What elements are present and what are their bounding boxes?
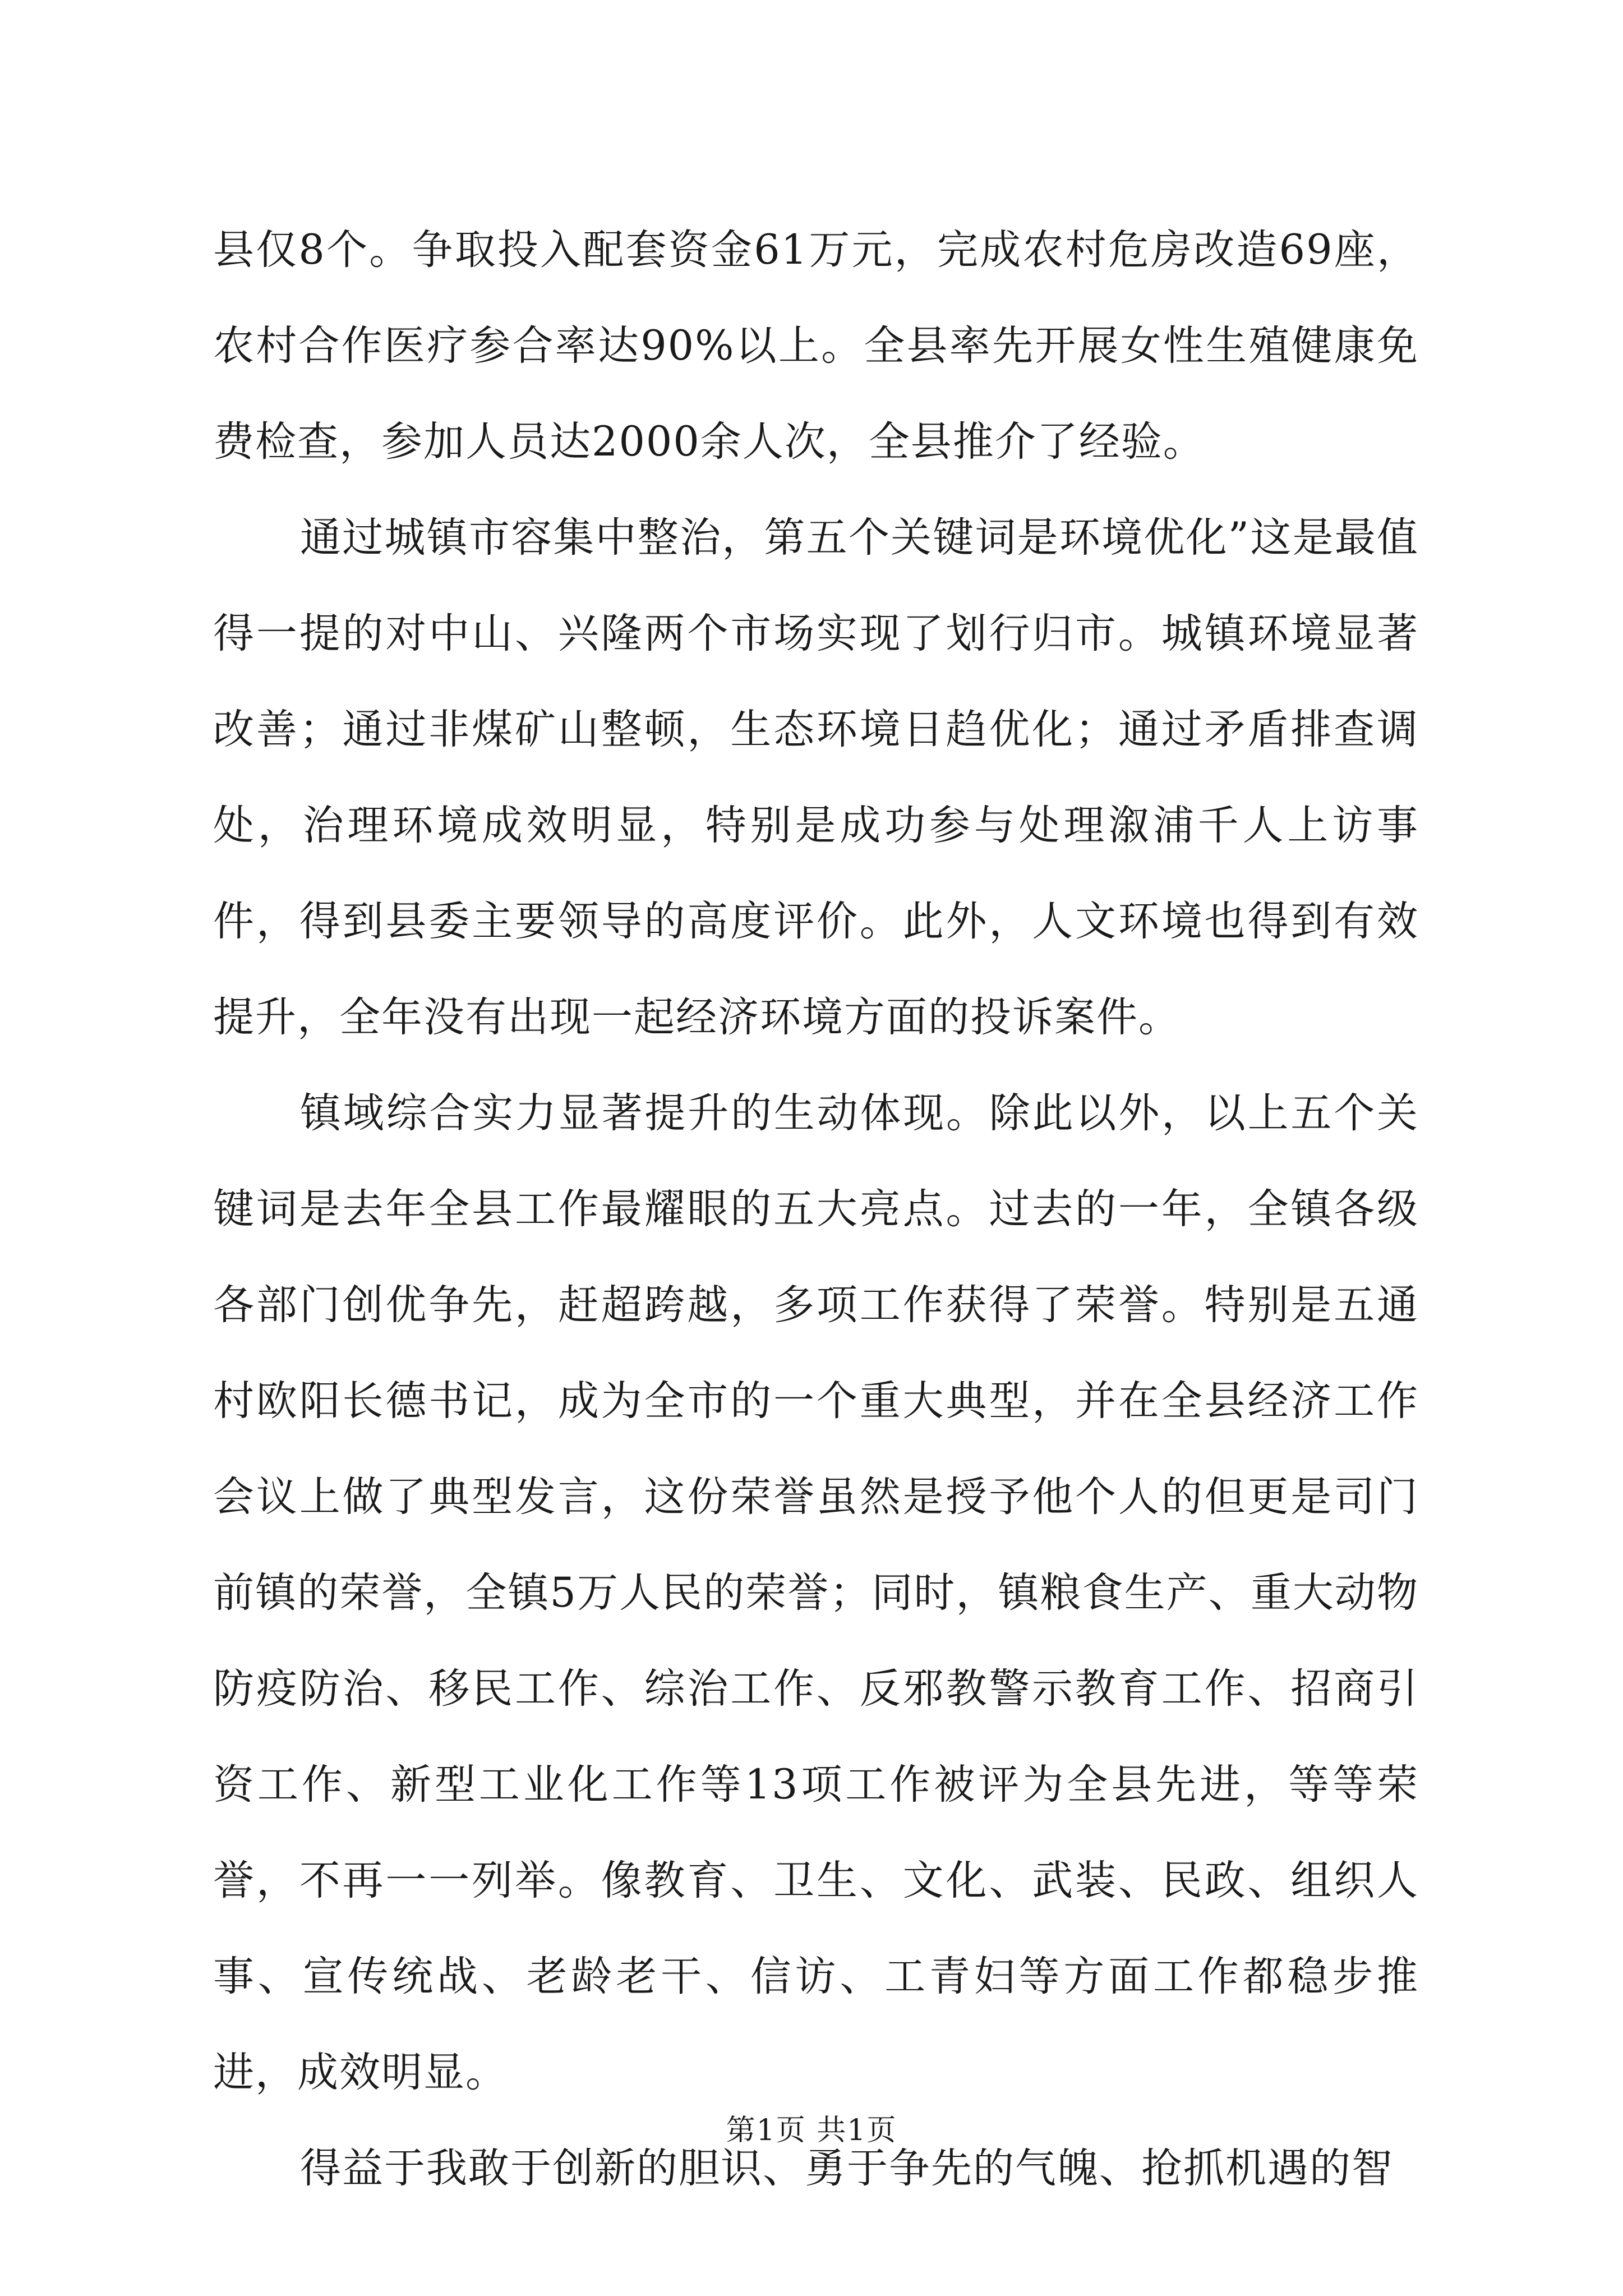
page-footer: 第1页 共1页 bbox=[726, 2114, 897, 2147]
document-body bbox=[213, 202, 1419, 2216]
paragraph-2: 通过城镇市容集中整治，第五个关键词是环境优化”这是最值得一提的对中山、兴隆两个市场实现了划行归市。城镇环境显著改善；通过非煤矿山整顿，生态环境日趋优化；通过矛盾排查调处，治理环境成效明显，特别是成功参与处理溆浦千人上访事件，得到县委主要领导的高度评价。此外，人文环境也得到有效提升，全年没有出现一起经济环境方面的投诉案件。 bbox=[213, 514, 1419, 1041]
paragraph-4: 得益于我敢于创新的胆识、勇于争先的气魄、抢抓机遇的智 bbox=[300, 2145, 1394, 2192]
paragraph-1: 县仅8个。争取投入配套资金61万元，完成农村危房改造69座，农村合作医疗参合率达90%以上。全县率先开展女性生殖健康免费检查，参加人员达2000余人次，全县推介了经验。 bbox=[213, 226, 1419, 466]
paragraph-3: 镇域综合实力显著提升的生动体现。除此以外，以上五个关键词是去年全县工作最耀眼的五大亮点。过去的一年，全镇各级各部门创优争先，赶超跨越，多项工作获得了荣誉。特别是五通村欧阳长德书记，成为全市的一个重大典型，并在全县经济工作会议上做了典型发言，这份荣誉虽然是授予他个人的但更是司门前镇的荣誉，全镇5万人民的荣誉；同时，镇粮食生产、重大动物防疫防治、移民工作、综治工作、反邪教警示教育工作、招商引资工作、新型工业化工作等13项工作被评为全县先进，等等荣誉，不再一一列举。像教育、卫生、文化、武装、民政、组织人事、宣传统战、老龄老干、信访、工青妇等方面工作都稳步推进，成效明显。 bbox=[213, 1089, 1419, 2096]
